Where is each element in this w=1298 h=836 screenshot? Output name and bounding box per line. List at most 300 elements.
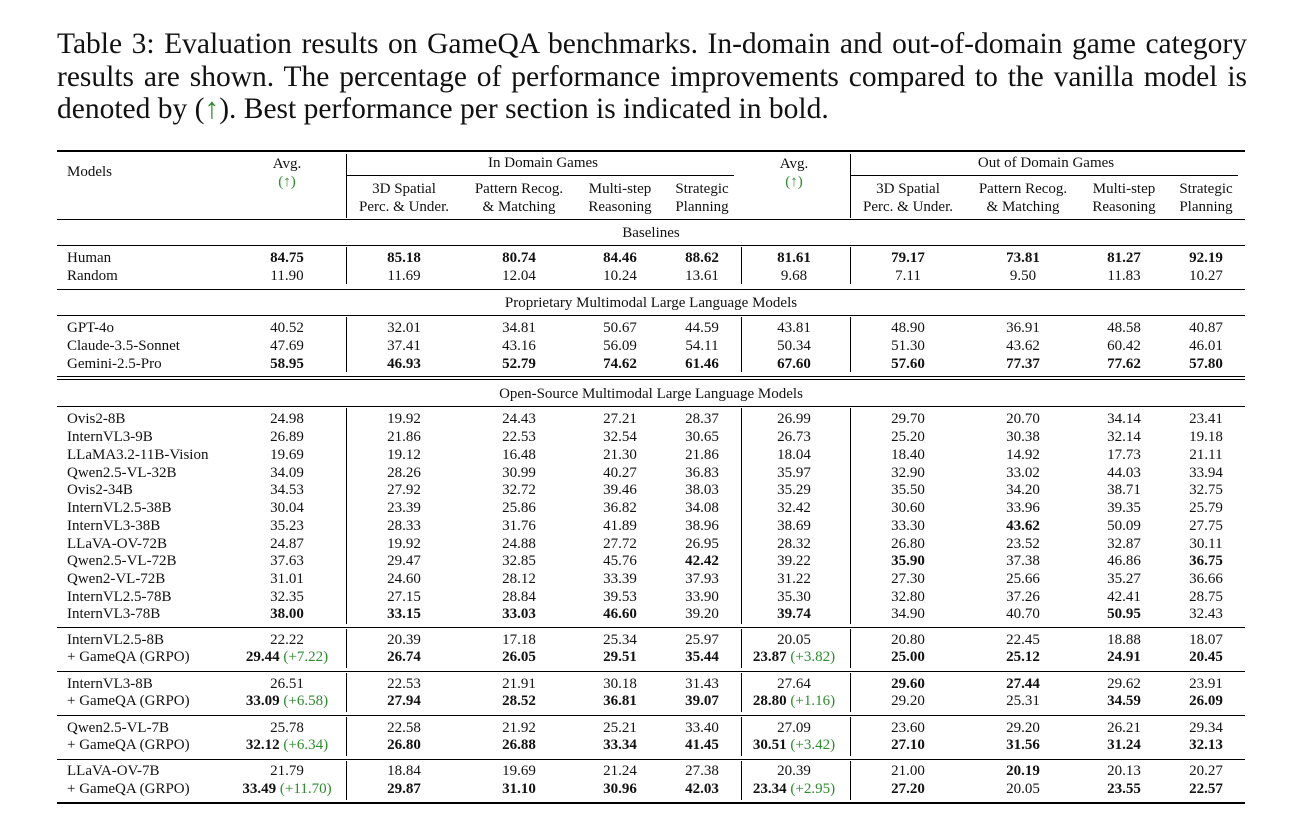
cell-value: 20.39	[387, 632, 421, 648]
cell-value: 28.75	[1189, 589, 1223, 605]
header-sub-spatial: Perc. & Under.	[359, 199, 449, 215]
cell-value: 19.92	[387, 536, 421, 552]
table-cell	[1189, 719, 1223, 737]
column-divider	[850, 761, 851, 800]
table-cell	[387, 499, 421, 517]
cell-value: 37.38	[1006, 553, 1040, 569]
table-cell	[1006, 675, 1040, 693]
model-name: LLaMA3.2-11B-Vision	[67, 447, 209, 463]
cell-value: 33.39	[603, 571, 637, 587]
table-cell	[1006, 719, 1040, 737]
cell-value: 35.29	[777, 482, 811, 498]
table-cell	[387, 762, 421, 780]
table-cell	[1107, 762, 1141, 780]
table-cell	[685, 410, 719, 428]
table-cell	[502, 337, 536, 355]
cell-value: 33.90	[685, 589, 719, 605]
table-cell	[270, 535, 304, 553]
cell-value: 19.92	[387, 411, 421, 427]
table-cell	[891, 319, 925, 337]
model-name: Qwen2.5-VL-7B	[67, 720, 170, 736]
cell-value: 27.21	[603, 411, 637, 427]
section-title-open-source: Open-Source Multimodal Large Language Models	[499, 386, 803, 402]
table-cell	[502, 428, 536, 446]
table-cell	[1107, 481, 1141, 499]
table-cell	[502, 762, 536, 780]
table-cell	[502, 464, 536, 482]
cell-value: 27.10	[891, 737, 925, 753]
cell-value: 22.53	[502, 429, 536, 445]
table-cell	[603, 736, 637, 754]
cell-value: 31.24	[1107, 737, 1141, 753]
model-name: GPT-4o	[67, 320, 114, 336]
cell-value: 18.84	[387, 763, 421, 779]
header-avg-out: Avg.	[779, 156, 809, 172]
cell-value: 36.81	[603, 693, 637, 709]
table-cell	[685, 605, 719, 623]
cell-value: 36.91	[1006, 320, 1040, 336]
cell-value: 20.45	[1189, 649, 1223, 665]
table-cell	[777, 675, 811, 693]
table-cell	[685, 762, 719, 780]
table-caption	[57, 28, 1247, 126]
cell-value: 77.62	[1107, 356, 1141, 372]
table-cell	[270, 719, 304, 737]
column-divider	[850, 317, 851, 372]
table-cell	[1006, 588, 1040, 606]
cell-value: 21.86	[685, 447, 719, 463]
model-name: Gemini-2.5-Pro	[67, 356, 162, 372]
table-cell	[603, 762, 637, 780]
header-arrow-in: (↑)	[278, 174, 296, 190]
improvement-value: (+6.58)	[279, 693, 329, 709]
table-cell	[603, 719, 637, 737]
cell-value: 85.18	[387, 250, 421, 266]
table-cell	[387, 552, 421, 570]
cell-value: 32.72	[502, 482, 536, 498]
table-cell	[387, 249, 421, 267]
cell-value: 44.03	[1107, 465, 1141, 481]
table-cell	[1107, 780, 1141, 798]
cell-value: 41.45	[685, 737, 719, 753]
cell-value: 21.86	[387, 429, 421, 445]
table-cell	[685, 719, 719, 737]
table-cell	[1189, 337, 1223, 355]
table-cell	[1107, 446, 1141, 464]
cell-value: 23.60	[891, 720, 925, 736]
model-name: + GameQA (GRPO)	[67, 693, 190, 709]
table-cell	[387, 410, 421, 428]
table-cell	[502, 552, 536, 570]
cell-value: 84.75	[270, 250, 304, 266]
cell-value: 34.20	[1006, 482, 1040, 498]
table-cell	[502, 588, 536, 606]
table-cell	[685, 552, 719, 570]
cell-value: 39.20	[685, 606, 719, 622]
cell-value: 43.16	[502, 338, 536, 354]
table-cell	[270, 410, 304, 428]
cell-value: 33.30	[891, 518, 925, 534]
table-cell	[753, 780, 835, 798]
header-rule	[57, 219, 1245, 220]
model-name: + GameQA (GRPO)	[67, 649, 190, 665]
cell-value: 26.95	[685, 536, 719, 552]
table-cell	[891, 535, 925, 553]
column-divider	[741, 761, 742, 800]
column-divider	[850, 247, 851, 284]
cell-value: 7.11	[895, 268, 921, 284]
table-cell	[685, 780, 719, 798]
table-cell	[777, 570, 811, 588]
cell-value: 54.11	[685, 338, 719, 354]
table-cell	[777, 719, 811, 737]
model-name: Ovis2-8B	[67, 411, 126, 427]
cell-value: 23.91	[1189, 676, 1223, 692]
cell-value: 88.62	[685, 250, 719, 266]
table-cell	[603, 464, 637, 482]
table-cell	[1189, 517, 1223, 535]
cell-value: 31.76	[502, 518, 536, 534]
table-cell	[1006, 464, 1040, 482]
table-cell	[1107, 517, 1141, 535]
table-cell	[603, 249, 637, 267]
table-cell	[777, 446, 811, 464]
cell-value: 36.66	[1189, 571, 1223, 587]
cell-value: 21.92	[502, 720, 536, 736]
cell-value: 30.38	[1006, 429, 1040, 445]
table-cell	[502, 736, 536, 754]
cell-value: 39.35	[1107, 500, 1141, 516]
cell-value: 24.91	[1107, 649, 1141, 665]
cell-value: 20.27	[1189, 763, 1223, 779]
table-cell	[685, 570, 719, 588]
cell-value: 33.94	[1189, 465, 1223, 481]
cell-value: 11.83	[1107, 268, 1141, 284]
column-divider	[346, 761, 347, 800]
table-cell	[387, 319, 421, 337]
column-divider	[346, 673, 347, 712]
table-cell	[777, 355, 811, 373]
header-out-domain: Out of Domain Games	[977, 155, 1115, 171]
cell-value: 25.12	[1006, 649, 1040, 665]
table-cell	[1006, 319, 1040, 337]
table-cell	[1006, 410, 1040, 428]
cell-value: 20.13	[1107, 763, 1141, 779]
cell-value: 36.82	[603, 500, 637, 516]
cell-value: 21.91	[502, 676, 536, 692]
table-cell	[777, 535, 811, 553]
model-name: Claude-3.5-Sonnet	[67, 338, 180, 354]
table-cell	[753, 692, 835, 710]
table-cell	[1189, 570, 1223, 588]
table-cell	[246, 736, 328, 754]
cell-value: 27.20	[891, 781, 925, 797]
cell-value: 45.76	[603, 553, 637, 569]
cell-value: 52.79	[502, 356, 536, 372]
table-cell	[685, 481, 719, 499]
cell-value: 26.88	[502, 737, 536, 753]
model-name: Qwen2.5-VL-32B	[67, 465, 177, 481]
table-cell	[270, 428, 304, 446]
cell-value: 31.22	[777, 571, 811, 587]
cell-value: 11.90	[270, 268, 304, 284]
column-divider	[850, 673, 851, 712]
model-name: LLaVA-OV-7B	[67, 763, 160, 779]
table-cell	[603, 631, 637, 649]
table-cell	[1107, 692, 1141, 710]
table-cell	[777, 481, 811, 499]
table-cell	[891, 446, 925, 464]
cell-value: 22.22	[270, 632, 304, 648]
table-cell	[777, 605, 811, 623]
cell-value: 18.04	[777, 447, 811, 463]
table-cell	[270, 675, 304, 693]
cell-value: 33.34	[603, 737, 637, 753]
cell-value: 22.53	[387, 676, 421, 692]
cell-value: 42.03	[685, 781, 719, 797]
cell-value: 9.68	[780, 268, 808, 284]
table-cell	[387, 588, 421, 606]
cell-value: 48.90	[891, 320, 925, 336]
bottom-rule	[57, 802, 1245, 804]
table-cell	[1006, 648, 1040, 666]
table-cell	[387, 736, 421, 754]
table-cell	[502, 355, 536, 373]
cell-value: 29.62	[1107, 676, 1141, 692]
table-cell	[777, 464, 811, 482]
cell-value: 25.79	[1189, 500, 1223, 516]
header-sub-strategic: Strategic	[1179, 181, 1233, 197]
cell-value: 81.27	[1107, 250, 1141, 266]
cell-value: 26.99	[777, 411, 811, 427]
out-domain-underline	[850, 175, 1238, 176]
header-arrow-out: (↑)	[785, 174, 803, 190]
cell-value: 32.12	[245, 737, 280, 753]
cell-value: 43.62	[1006, 338, 1040, 354]
cell-value: 24.43	[502, 411, 536, 427]
table-cell	[891, 428, 925, 446]
table-cell	[1006, 428, 1040, 446]
table-cell	[387, 570, 421, 588]
section-rule	[57, 315, 1245, 316]
table-cell	[1006, 535, 1040, 553]
cell-value: 46.86	[1107, 553, 1141, 569]
table-cell	[270, 319, 304, 337]
column-divider	[850, 629, 851, 668]
table-cell	[502, 319, 536, 337]
table-cell	[1107, 570, 1141, 588]
column-divider	[741, 317, 742, 372]
improvement-value: (+2.95)	[786, 781, 836, 797]
cell-value: 19.69	[502, 763, 536, 779]
cell-value: 81.61	[777, 250, 811, 266]
table-cell	[387, 648, 421, 666]
table-cell	[603, 517, 637, 535]
cell-value: 38.69	[777, 518, 811, 534]
caption-text: Evaluation results on GameQA benchmarks. In-domain and out-of-domain game category results are shown. The percentage of performance improvements compared to the vanilla model is denoted by (	[57, 28, 1247, 125]
table-cell	[891, 464, 925, 482]
cell-value: 20.19	[1006, 763, 1040, 779]
cell-value: 33.03	[502, 606, 536, 622]
cell-value: 39.22	[777, 553, 811, 569]
header-sub-multistep: Multi-step	[588, 181, 652, 197]
cell-value: 26.73	[777, 429, 811, 445]
table-cell	[387, 428, 421, 446]
cell-value: 79.17	[891, 250, 925, 266]
cell-value: 60.42	[1107, 338, 1141, 354]
cell-value: 26.80	[387, 737, 421, 753]
table-cell	[1189, 762, 1223, 780]
table-cell	[891, 249, 925, 267]
table-cell	[1189, 648, 1223, 666]
table-cell	[1107, 428, 1141, 446]
column-divider	[346, 317, 347, 372]
cell-value: 38.00	[270, 606, 304, 622]
table-cell	[270, 267, 303, 285]
header-sub-strategic: Planning	[675, 199, 729, 215]
cell-value: 46.93	[387, 356, 421, 372]
cell-value: 40.52	[270, 320, 304, 336]
table-cell	[270, 249, 304, 267]
table-cell	[387, 675, 421, 693]
table-cell	[891, 736, 925, 754]
cell-value: 20.70	[1006, 411, 1040, 427]
cell-value: 25.97	[685, 632, 719, 648]
table-cell	[891, 675, 925, 693]
table-cell	[1006, 631, 1040, 649]
cell-value: 29.20	[891, 693, 925, 709]
header-in-domain: In Domain Games	[488, 155, 598, 171]
cell-value: 40.70	[1006, 606, 1040, 622]
cell-value: 30.04	[270, 500, 304, 516]
table-cell	[246, 648, 328, 666]
table-cell	[1107, 535, 1141, 553]
cell-value: 38.96	[685, 518, 719, 534]
section-title-proprietary: Proprietary Multimodal Large Language Models	[504, 295, 798, 311]
cell-value: 26.80	[891, 536, 925, 552]
table-cell	[1189, 428, 1223, 446]
table-cell	[1107, 249, 1141, 267]
cell-value: 28.32	[777, 536, 811, 552]
table-cell	[1107, 736, 1141, 754]
cell-value: 21.24	[603, 763, 637, 779]
cell-value: 35.27	[1107, 571, 1141, 587]
cell-value: 30.99	[502, 465, 536, 481]
table-cell	[685, 648, 719, 666]
table-cell	[603, 588, 637, 606]
table-cell	[1107, 355, 1141, 373]
section-title-baselines: Baselines	[622, 225, 680, 241]
table-cell	[1107, 410, 1141, 428]
cell-value: 32.43	[1189, 606, 1223, 622]
cell-value: 23.34	[752, 781, 787, 797]
table-cell	[891, 762, 925, 780]
cell-value: 32.42	[777, 500, 811, 516]
group-rule	[57, 759, 1245, 760]
table-cell	[777, 588, 811, 606]
cell-value: 30.11	[1189, 536, 1223, 552]
model-name: + GameQA (GRPO)	[67, 737, 190, 753]
table-cell	[387, 267, 420, 285]
table-cell	[1006, 780, 1040, 798]
model-name: InternVL2.5-8B	[67, 632, 165, 648]
table-cell	[891, 648, 925, 666]
table-cell	[603, 428, 637, 446]
table-cell	[1189, 267, 1223, 285]
table-cell	[1189, 588, 1223, 606]
table-cell	[685, 736, 719, 754]
table-cell	[685, 267, 719, 285]
cell-value: 39.07	[685, 693, 719, 709]
table-cell	[685, 355, 719, 373]
cell-value: 25.20	[891, 429, 925, 445]
cell-value: 23.52	[1006, 536, 1040, 552]
table-cell	[1107, 648, 1141, 666]
cell-value: 40.27	[603, 465, 637, 481]
section-rule	[57, 245, 1245, 246]
cell-value: 26.51	[270, 676, 304, 692]
cell-value: 32.87	[1107, 536, 1141, 552]
table-cell	[1107, 605, 1141, 623]
table-cell	[387, 337, 421, 355]
table-cell	[777, 517, 811, 535]
cell-value: 32.90	[891, 465, 925, 481]
header-sub-spatial: Perc. & Under.	[863, 199, 953, 215]
cell-value: 67.60	[777, 356, 811, 372]
cell-value: 51.30	[891, 338, 925, 354]
cell-value: 17.18	[502, 632, 536, 648]
table-cell	[502, 517, 536, 535]
table-cell	[387, 517, 421, 535]
cell-value: 31.10	[502, 781, 536, 797]
column-divider	[346, 717, 347, 756]
column-divider	[741, 247, 742, 284]
table-cell	[1006, 605, 1040, 623]
cell-value: 56.09	[603, 338, 637, 354]
table-cell	[1107, 319, 1141, 337]
cell-value: 34.53	[270, 482, 304, 498]
table-cell	[685, 675, 719, 693]
cell-value: 39.74	[777, 606, 811, 622]
cell-value: 34.90	[891, 606, 925, 622]
group-rule	[57, 671, 1245, 672]
table-cell	[387, 631, 421, 649]
cell-value: 31.01	[270, 571, 304, 587]
table-cell	[891, 605, 925, 623]
section-rule	[57, 406, 1245, 407]
cell-value: 34.59	[1107, 693, 1141, 709]
table-cell	[1189, 410, 1223, 428]
cell-value: 43.62	[1006, 518, 1040, 534]
cell-value: 21.79	[270, 763, 304, 779]
header-sub-strategic: Planning	[1179, 199, 1233, 215]
cell-value: 35.90	[891, 553, 925, 569]
table-cell	[685, 337, 718, 355]
table-cell	[777, 499, 811, 517]
table-cell	[895, 267, 921, 285]
cell-value: 50.34	[777, 338, 811, 354]
table-cell	[502, 535, 536, 553]
cell-value: 25.66	[1006, 571, 1040, 587]
model-name: + GameQA (GRPO)	[67, 781, 190, 797]
cell-value: 35.97	[777, 465, 811, 481]
cell-value: 20.80	[891, 632, 925, 648]
table-cell	[502, 605, 536, 623]
table-cell	[891, 355, 925, 373]
table-cell	[685, 319, 719, 337]
table-cell	[1006, 762, 1040, 780]
cell-value: 10.24	[603, 268, 637, 284]
